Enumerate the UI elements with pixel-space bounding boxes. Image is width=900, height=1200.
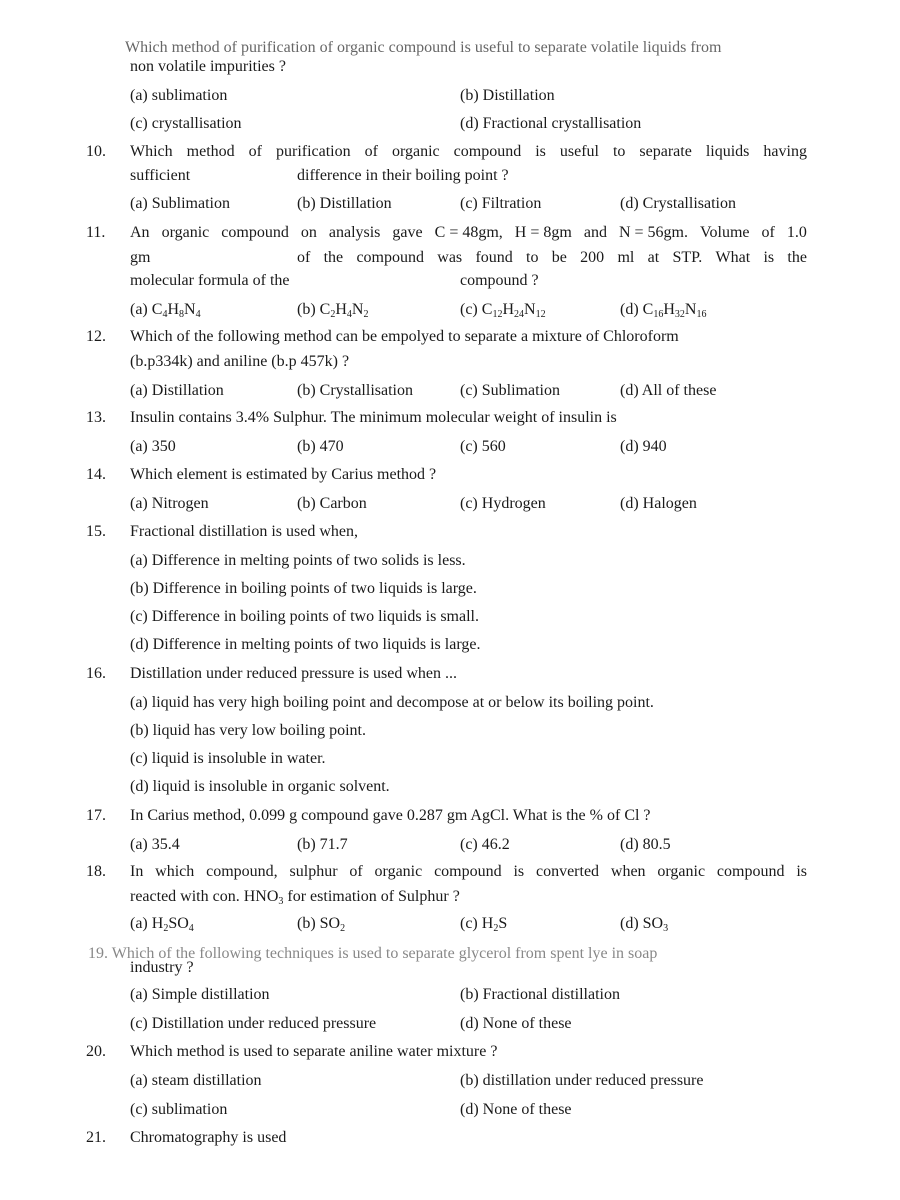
q15-option-b: (b) Difference in boiling points of two liquids is large. <box>130 580 477 597</box>
q10-option-d: (d) Crystallisation <box>620 195 736 212</box>
q19-option-c: (c) Distillation under reduced pressure <box>130 1015 377 1032</box>
q17-number: 17. <box>86 807 106 824</box>
q21-text: Chromatography is used <box>130 1129 287 1146</box>
q12-option-a: (a) Distillation <box>130 382 224 399</box>
q12-number: 12. <box>86 328 106 345</box>
q14-option-d: (d) Halogen <box>620 495 697 512</box>
q17-option-c: (c) 46.2 <box>460 836 510 853</box>
q11-text-line2b: of the compound was found to be 200 ml at STP. What is the <box>297 249 807 266</box>
q19-text: industry ? <box>130 959 194 976</box>
q17-option-b: (b) 71.7 <box>297 836 348 853</box>
q14-option-a: (a) Nitrogen <box>130 495 209 512</box>
q15-text: Fractional distillation is used when, <box>130 523 358 540</box>
q13-number: 13. <box>86 409 106 426</box>
q18-option-d: (d) $SO_3$ <box>620 915 669 934</box>
q12-text-line1: Which of the following method can be empolyed to separate a mixture of Chloroform <box>130 328 679 345</box>
q14-text: Which element is estimated by Carius method ? <box>130 466 437 483</box>
q13-option-c: (c) 560 <box>460 438 506 455</box>
q12-option-c: (c) Sublimation <box>460 382 560 399</box>
q9-option-d: (d) Fractional crystallisation <box>460 115 642 132</box>
q21-number: 21. <box>86 1129 106 1146</box>
q19-option-d: (d) None of these <box>460 1015 572 1032</box>
q9-option-b: (b) Distillation <box>460 87 555 104</box>
q20-option-d: (d) None of these <box>460 1101 572 1118</box>
q10-option-a: (a) Sublimation <box>130 195 230 212</box>
q15-option-a: (a) Difference in melting points of two solids is less. <box>130 552 466 569</box>
q10-number: 10. <box>86 143 106 160</box>
q20-text: Which method is used to separate aniline water mixture ? <box>130 1043 498 1060</box>
q16-number: 16. <box>86 665 106 682</box>
q11-text-line2a: gm <box>130 249 151 266</box>
q11-text-line3b: compound ? <box>460 272 539 289</box>
q14-option-b: (b) Carbon <box>297 495 367 512</box>
q15-option-d: (d) Difference in melting points of two liquids is large. <box>130 636 481 653</box>
q20-option-c: (c) sublimation <box>130 1101 228 1118</box>
q9-text: non volatile impurities ? <box>130 58 286 75</box>
q16-option-a: (a) liquid has very high boiling point and decompose at or below its boiling point. <box>130 694 654 711</box>
q18-text-line1: In which compound, sulphur of organic compound is converted when organic compound is <box>130 863 807 880</box>
q16-text: Distillation under reduced pressure is used when ... <box>130 665 458 682</box>
q11-option-b: (b) $C_2H_4N_2$ <box>297 301 369 320</box>
q18-option-b: (b) $SO_2$ <box>297 915 346 934</box>
q12-text-line2: (b.p334k) and aniline (b.p 457k) ? <box>130 353 350 370</box>
q11-option-d: (d) $C_{16}H_{32}N_{16}$ <box>620 301 707 320</box>
q18-option-a: (a) $H_2SO_4$ <box>130 915 194 934</box>
q12-option-d: (d) All of these <box>620 382 717 399</box>
q10-text-line2b: difference in their boiling point ? <box>297 167 509 184</box>
q13-text: Insulin contains 3.4% Sulphur. The minimum molecular weight of insulin is <box>130 409 617 426</box>
q13-option-d: (d) 940 <box>620 438 667 455</box>
q16-option-d: (d) liquid is insoluble in organic solvent. <box>130 778 390 795</box>
q12-option-b: (b) Crystallisation <box>297 382 413 399</box>
q19-option-a: (a) Simple distillation <box>130 986 270 1003</box>
q16-option-b: (b) liquid has very low boiling point. <box>130 722 366 739</box>
q20-option-b: (b) distillation under reduced pressure <box>460 1072 704 1089</box>
q11-option-c: (c) $C_{12}H_{24}N_{12}$ <box>460 301 546 320</box>
q13-option-b: (b) 470 <box>297 438 344 455</box>
q20-number: 20. <box>86 1043 106 1060</box>
q11-text-line1: An organic compound on analysis gave C = 48gm, H = 8gm and N = 56gm. Volume of 1.0 <box>130 224 807 241</box>
q17-text: In Carius method, 0.099 g compound gave 0.287 gm AgCl. What is the % of Cl ? <box>130 807 651 824</box>
q14-option-c: (c) Hydrogen <box>460 495 546 512</box>
q9-cutoff-line: Which method of purification of organic compound is useful to separate volatile liquids from <box>125 39 722 56</box>
q14-number: 14. <box>86 466 106 483</box>
q10-text-line2a: sufficient <box>130 167 191 184</box>
q9-option-a: (a) sublimation <box>130 87 228 104</box>
q13-option-a: (a) 350 <box>130 438 176 455</box>
q16-option-c: (c) liquid is insoluble in water. <box>130 750 326 767</box>
q17-option-d: (d) 80.5 <box>620 836 671 853</box>
q18-text-line2: reacted with con. $HNO_3$ for estimation of Sulphur ? <box>130 888 460 907</box>
q15-number: 15. <box>86 523 106 540</box>
q20-option-a: (a) steam distillation <box>130 1072 262 1089</box>
q19-cutoff-line: 19. Which of the following techniques is used to separate glycerol from spent lye in soap <box>88 945 658 962</box>
q11-text-line3a: molecular formula of the <box>130 272 290 289</box>
q10-option-b: (b) Distillation <box>297 195 392 212</box>
q15-option-c: (c) Difference in boiling points of two liquids is small. <box>130 608 479 625</box>
q9-option-c: (c) crystallisation <box>130 115 242 132</box>
q17-option-a: (a) 35.4 <box>130 836 180 853</box>
q19-option-b: (b) Fractional distillation <box>460 986 620 1003</box>
q10-text-line1: Which method of purification of organic compound is useful to separate liquids having <box>130 143 807 160</box>
q18-option-c: (c) $H_2S$ <box>460 915 508 934</box>
q10-option-c: (c) Filtration <box>460 195 542 212</box>
q18-number: 18. <box>86 863 106 880</box>
q11-number: 11. <box>86 224 106 241</box>
q11-option-a: (a) $C_4H_8N_4$ <box>130 301 201 320</box>
